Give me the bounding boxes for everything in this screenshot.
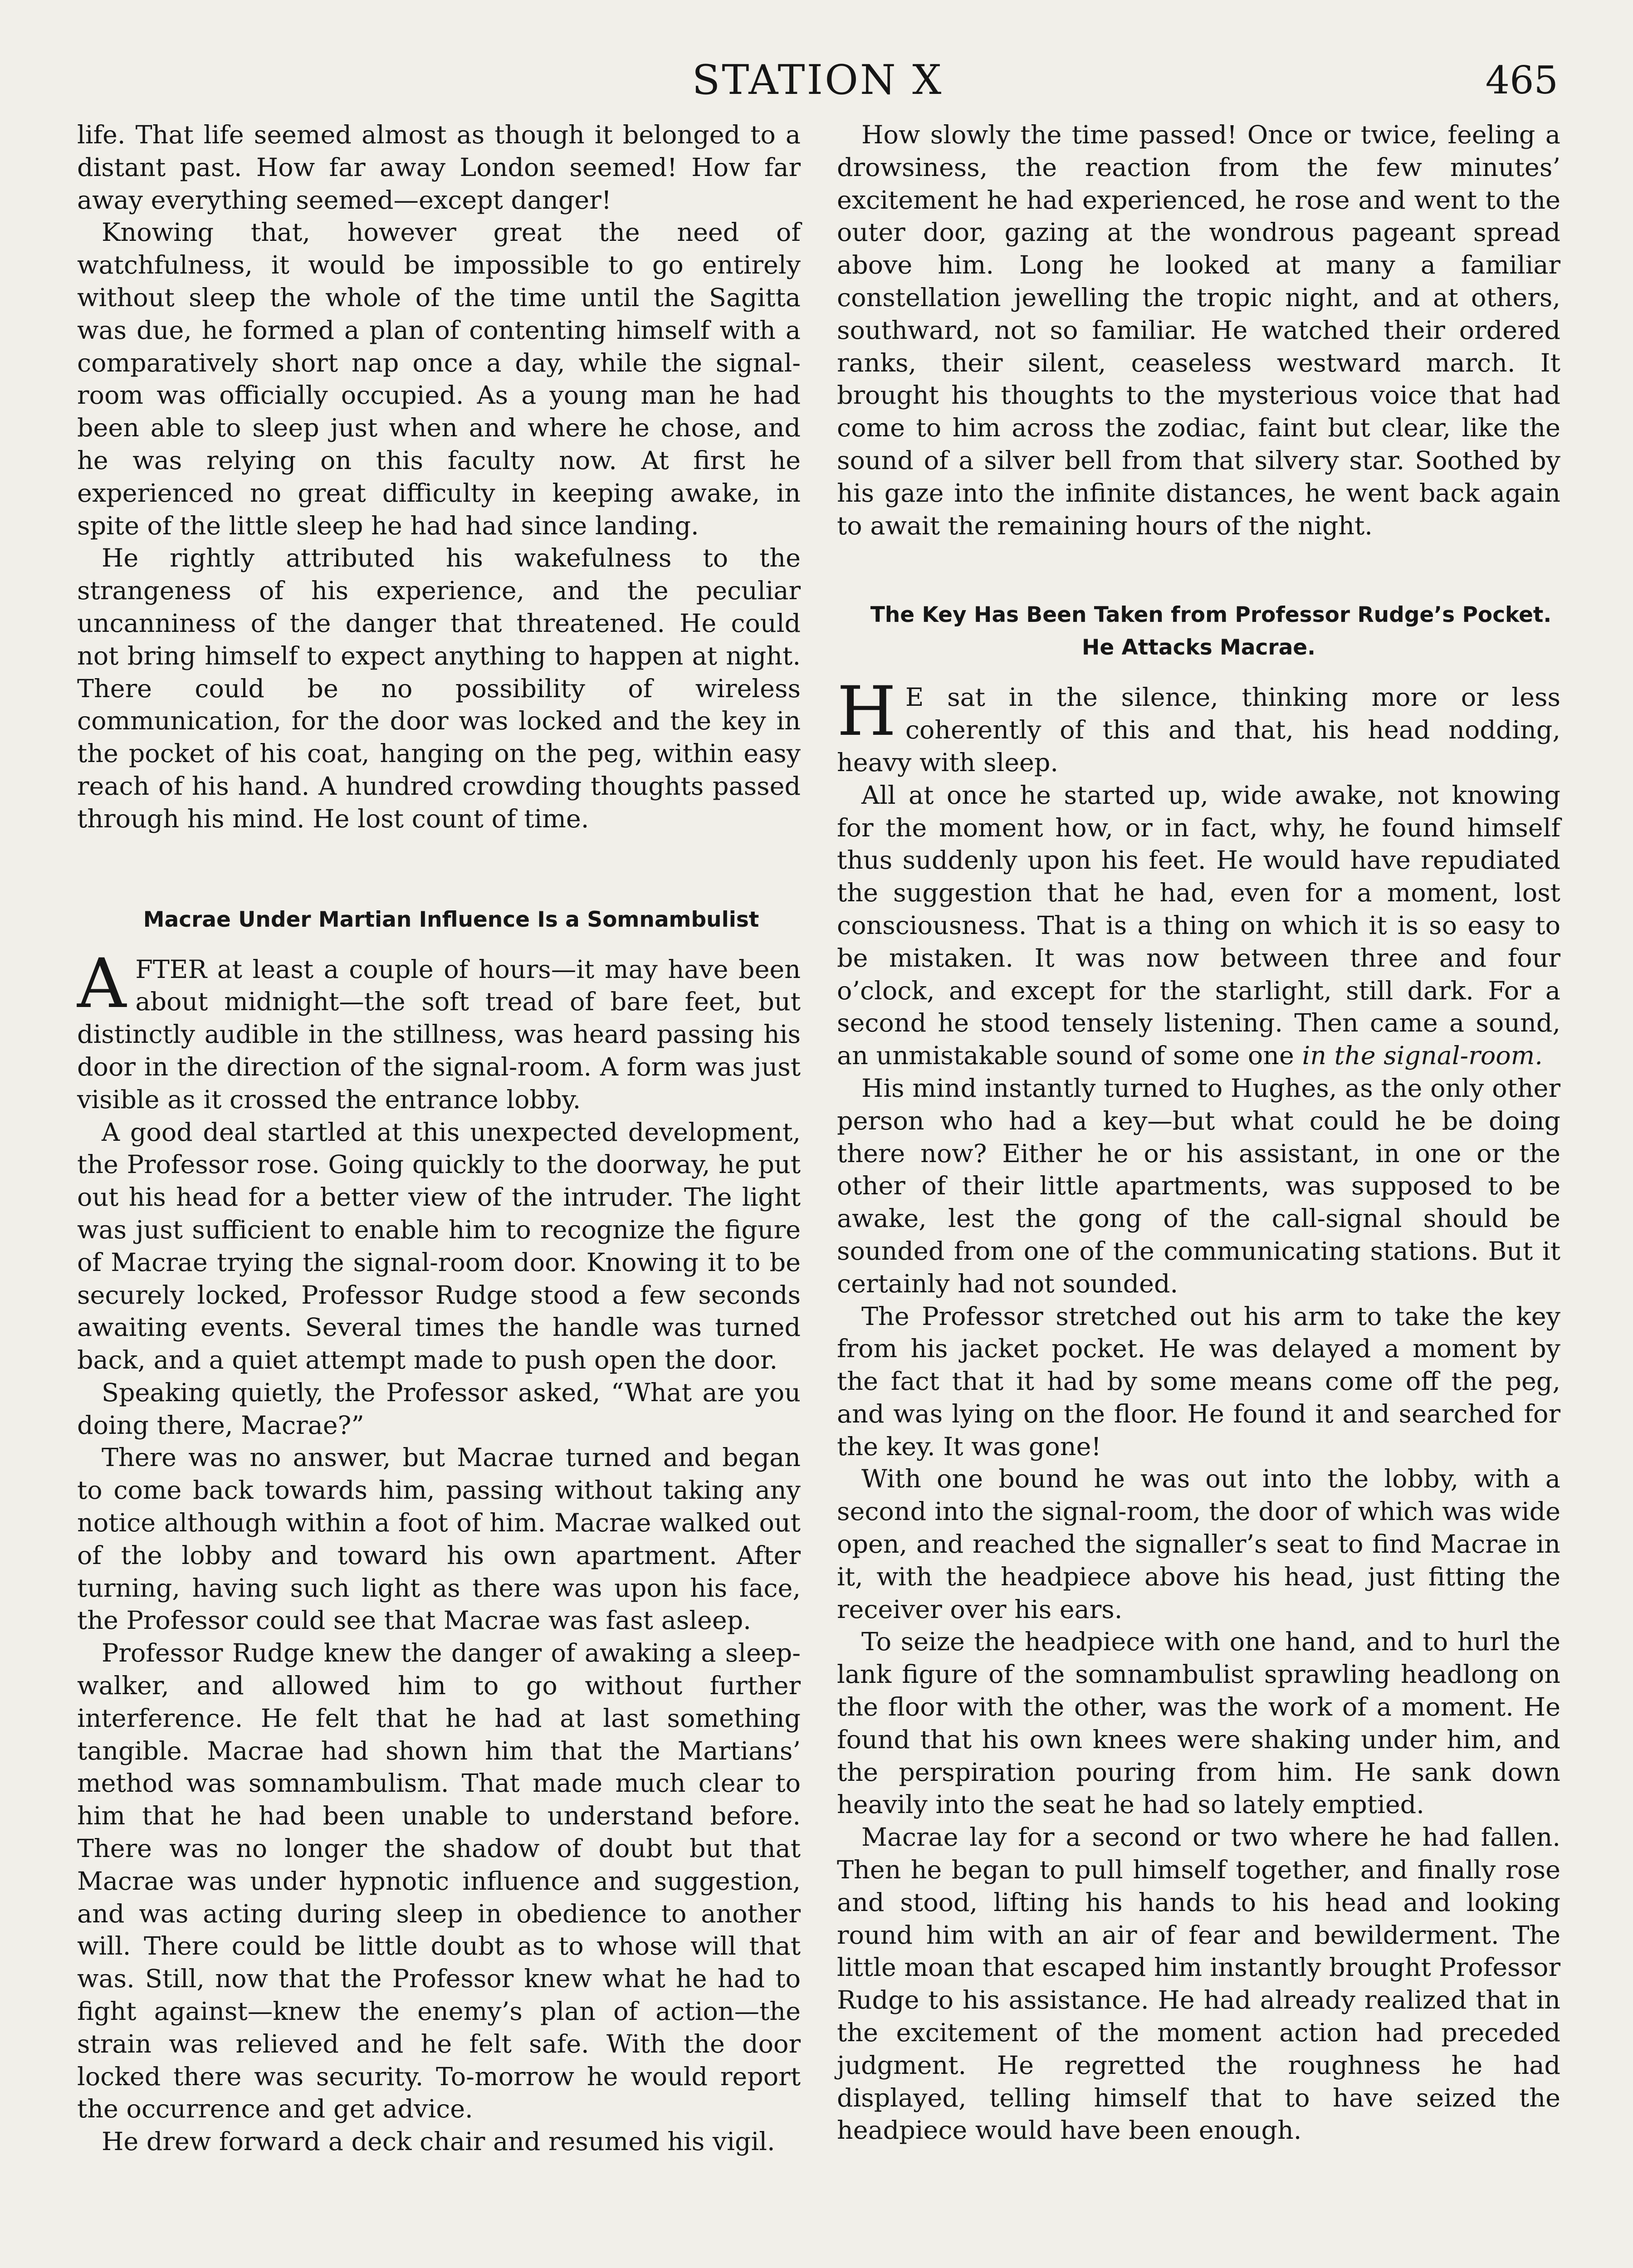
paragraph: Speaking quietly, the Professor asked, “What are you doing there, Macrae?” [77,1378,801,1440]
page-number: 465 [1485,58,1558,103]
paragraph: With one bound he was out into the lobby, with a second into the signal-room, the door of which was wide open, and reached the signaller’s seat to find Macrae in it, with the headpiece above his head, just fitting the receiver over his ears. [837,1464,1560,1624]
italic-text: in the signal-room. [1302,1041,1543,1071]
paragraph-text: All at once he started up, wide awake, not knowing for the moment how, or in fact, why, he found himself thus suddenly upon his feet. He would have repudiated the suggestion that he had, even for a moment, lost consciousness. That is a thing on which it is so easy to be mistaken. It was now between three and four o’clock, and except for the starlight, still dark. For a second he stood tensely listening. Then came a sound, an unmistakable sound of some one [837,780,1560,1071]
paragraph: He rightly attributed his wakefulness to the strangeness of his experience, and the peculiar uncanniness of the danger that threatened. He could not bring himself to expect anything to happen at night. There could be no possibility of wireless communication, for the door was locked and the key in the pocket of his coat, hanging on the peg, within easy reach of his hand. A hundred crowding thoughts passed through his mind. He lost count of time. [77,543,801,834]
section-heading: The Key Has Been Taken from Professor Rudge’s Pocket. He Attacks Macrae. [870,602,1552,660]
paragraph-text: E sat in the silence, thinking more or less coherently of this and that, his head nodding, heavy with sleep. [837,683,1560,777]
running-header [77,55,1558,110]
paragraph: He drew forward a deck chair and resumed his vigil. [102,2127,775,2157]
paragraph: Knowing that, however great the need of watchfulness, it would be impossible to go entirely without sleep the whole of the time until the Sagitta was due, he formed a plan of contenting himself with a comparatively short nap once a day, while the signal-room was officially occupied. As a young man he had been able to sleep just when and where he chose, and he was relying on this faculty now. At first he experienced no great difficulty in keeping awake, in spite of the little sleep he had had since landing. [77,218,801,541]
section-heading: Macrae Under Martian Influence Is a Somnambulist [143,907,759,932]
paragraph: life. That life seemed almost as though it belonged to a distant past. How far away London seemed! How far away everything seemed—except danger! [77,120,801,215]
paragraph: The Professor stretched out his arm to take the key from his jacket pocket. He was delayed a moment by the fact that it had by some means come off the peg, and was lying on the floor. He found it and searched for the key. It was gone! [837,1301,1560,1461]
paragraph-with-dropcap [77,944,801,1116]
paragraph: His mind instantly turned to Hughes, as the only other person who had a key—but what could he be doing there now? Either he or his assistant, in one or the other of their little apartments, was supposed to be awake, lest the gong of the call-signal should be sounded from one of the communicating stations. But it certainly had not sounded. [837,1073,1560,1299]
paragraph: Macrae lay for a second or two where he had fallen. Then he began to pull himself together, and finally rose and stood, lifting his hands to his head and looking round him with an air of fear and bewilderment. The little moan that escaped him instantly brought Professor Rudge to his assistance. He had already realized that in the excitement of the moment action had preceded judgment. He regretted the roughness he had displayed, telling himself that to have seized the headpiece would have been enough. [837,1823,1560,2146]
drop-cap: H [837,672,896,752]
paragraph [837,779,1560,1072]
paragraph: To seize the headpiece with one hand, and to hurl the lank figure of the somnambulist sprawling headlong on the floor with the other, was the work of a moment. He found that his own knees were shaking under him, and the perspiration pouring from him. He sank down heavily into the seat he had so lately emptied. [837,1627,1560,1820]
paragraph: A good deal startled at this unexpected development, the Professor rose. Going quickly to the doorway, he put out his head for a better view of the intruder. The light was just sufficient to enable him to recognize the figure of Macrae trying the signal-room door. Knowing it to be securely locked, Professor Rudge stood a few seconds awaiting events. Several times the handle was turned back, and a quiet attempt made to push open the door. [77,1117,801,1375]
paragraph: Professor Rudge knew the danger of awaking a sleep-walker, and allowed him to go without further interference. He felt that he had at last something tangible. Macrae had shown him that the Martians’ method was somnambulism. That made much clear to him that he had been unable to understand before. There was no longer the shadow of doubt but that Macrae was under hypnotic influence and suggestion, and was acting during sleep in obedience to another will. There could be little doubt as to whose will that was. Still, now that the Professor knew what he had to fight against—knew the enemy’s plan of action—the strain was relieved and he felt safe. With the door locked there was security. To-morrow he would report the occurrence and get advice. [77,1638,801,2124]
right-column [837,119,1560,2147]
left-column [77,119,801,2158]
paragraph: How slowly the time passed! Once or twice, feeling a drowsiness, the reaction from the few minutes’ excitement he had experienced, he rose and went to the outer door, gazing at the wondrous pageant spread above him. Long he looked at many a familiar constellation jewelling the tropic night, and at others, southward, not so familiar. He watched their ordered ranks, their silent, ceaseless westward march. It brought his thoughts to the mysterious voice that had come to him across the zodiac, faint but clear, like the sound of a silver bell from that silvery star. Soothed by his gaze into the infinite distances, he went back again to await the remaining hours of the night. [837,120,1560,541]
paragraph-text: FTER at least a couple of hours—it may have been about midnight—the soft tread of bare feet, but distinctly audible in the stillness, was heard passing his door in the direction of the signal-room. A form was just visible as it crossed the entrance lobby. [77,954,801,1114]
running-title: STATION X [692,56,944,104]
paragraph-with-dropcap [837,672,1560,779]
paragraph: There was no answer, but Macrae turned and began to come back towards him, passing without taking any notice although within a foot of him. Macrae walked out of the lobby and toward his own apartment. After turning, having such light as there was upon his face, the Professor could see that Macrae was fast asleep. [77,1443,801,1636]
drop-cap: A [77,944,127,1023]
